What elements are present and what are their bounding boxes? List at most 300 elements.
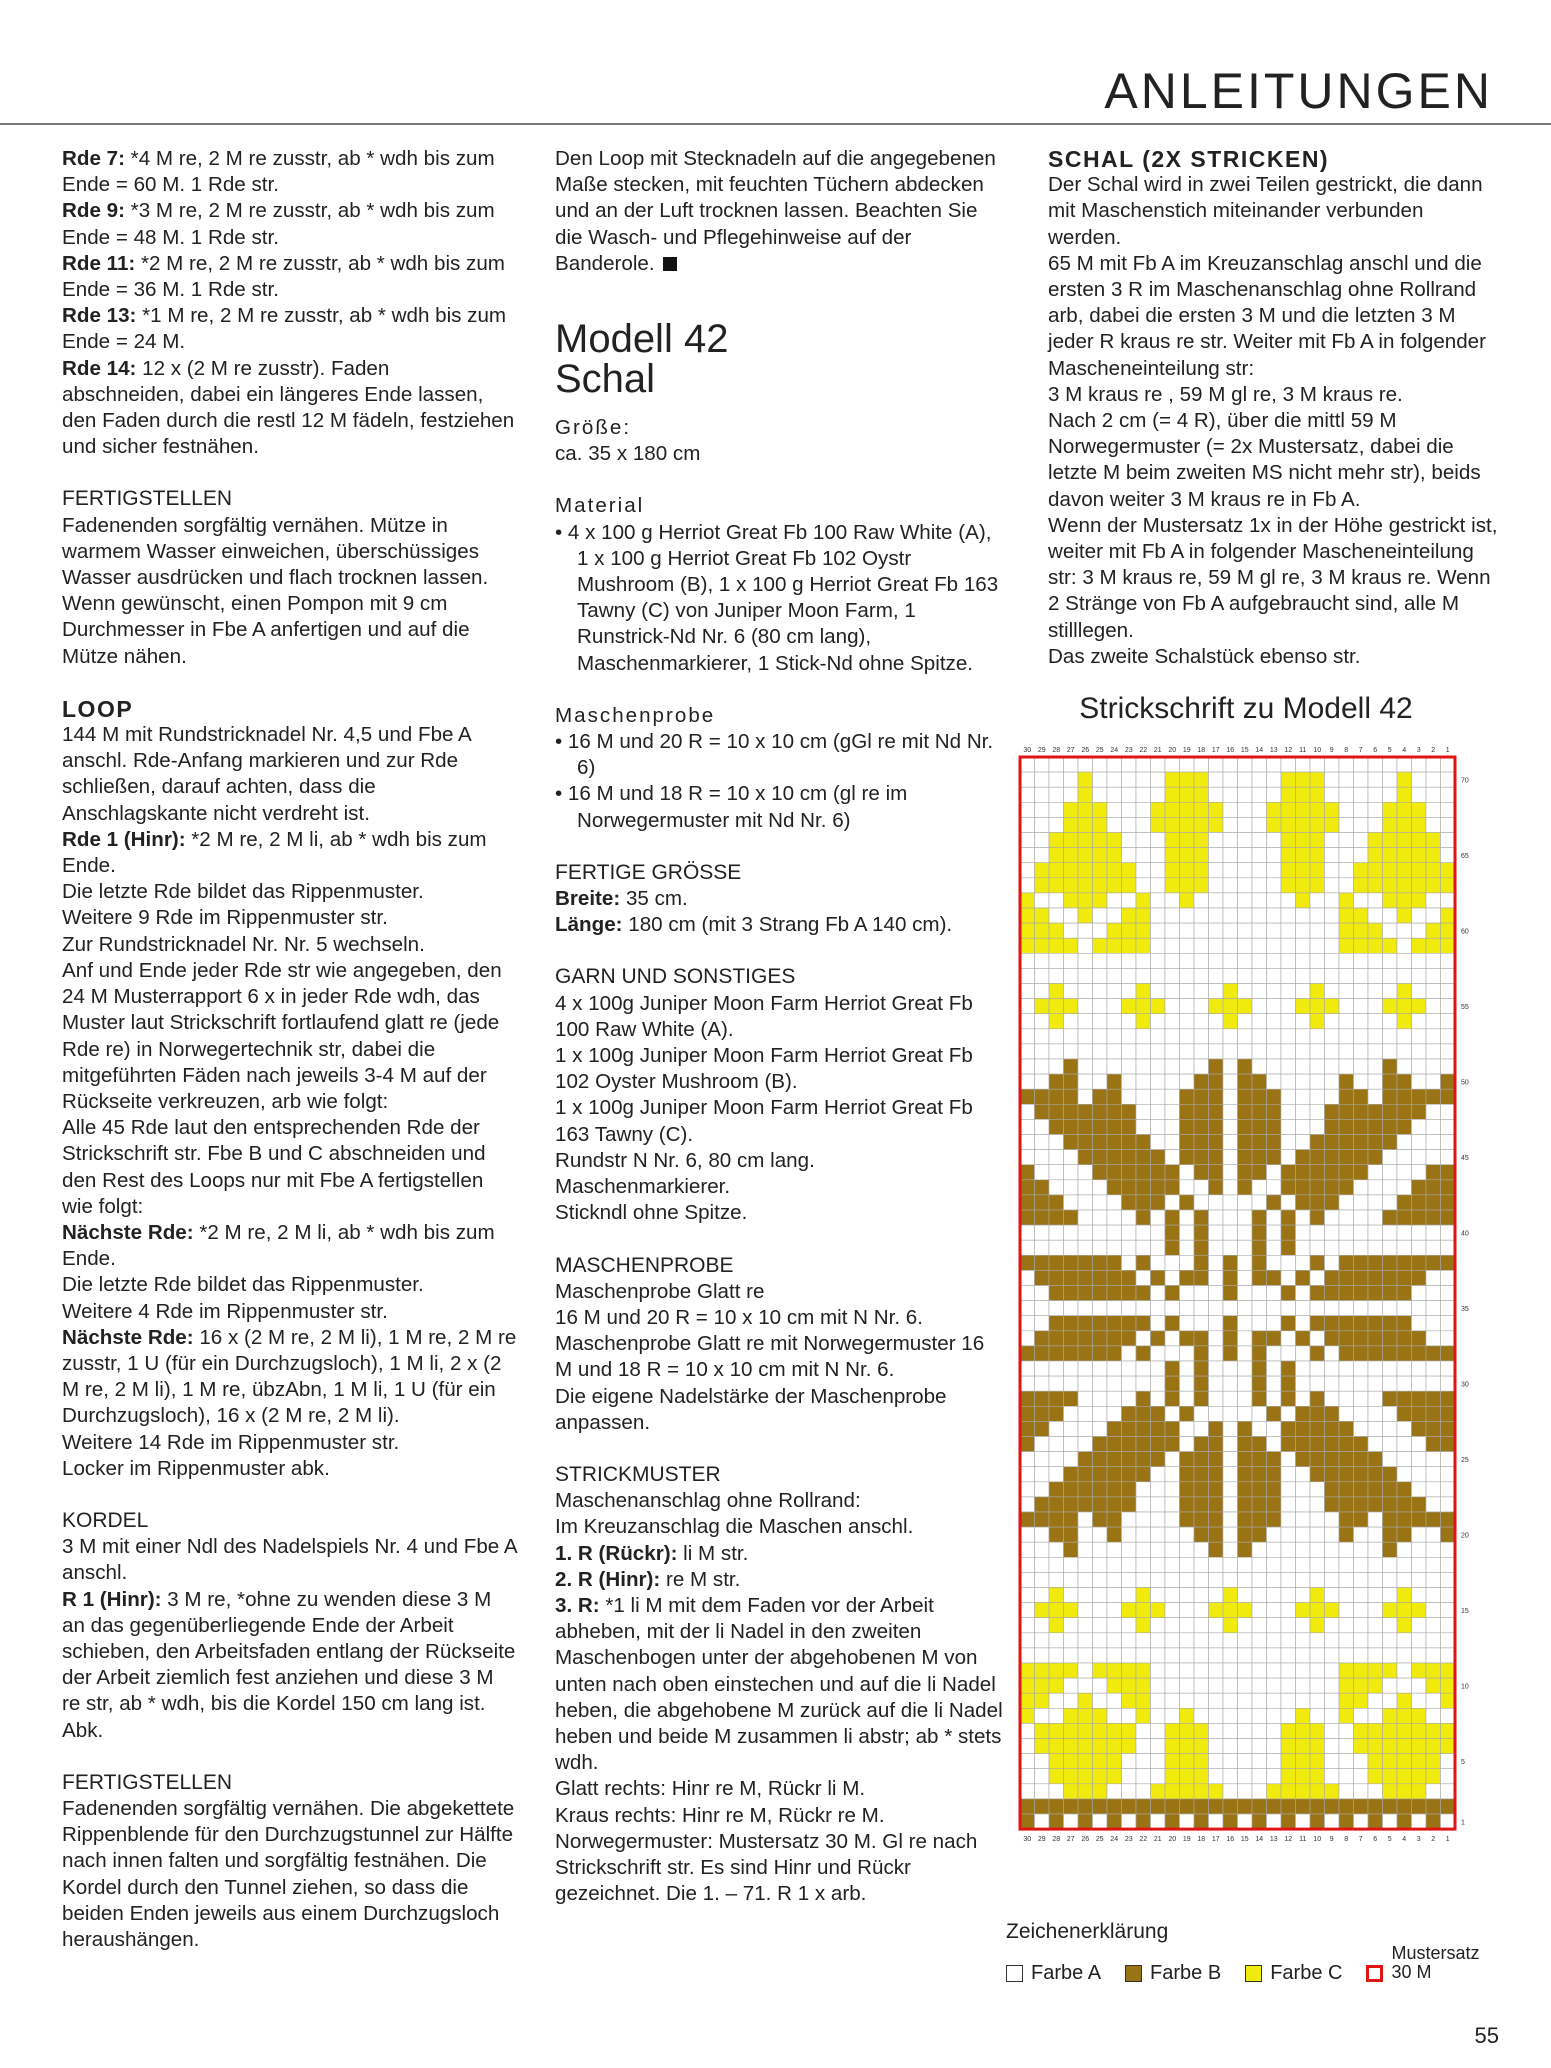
chart-stitch (1354, 848, 1369, 863)
chart-stitch (1093, 1044, 1108, 1059)
chart-stitch (1049, 1029, 1064, 1044)
chart-stitch (1267, 1059, 1282, 1074)
chart-stitch (1310, 1693, 1325, 1708)
chart-stitch (1354, 999, 1369, 1014)
chart-stitch (1397, 1331, 1412, 1346)
chart-stitch (1412, 1663, 1427, 1678)
chart-stitch (1136, 1769, 1151, 1784)
chart-stitch (1368, 1588, 1383, 1603)
chart-stitch (1238, 1361, 1253, 1376)
chart-stitch (1281, 1754, 1296, 1769)
chart-stitch (1368, 1633, 1383, 1648)
chart-stitch (1049, 1512, 1064, 1527)
chart-stitch (1354, 1512, 1369, 1527)
chart-stitch (1151, 1512, 1166, 1527)
chart-stitch (1310, 893, 1325, 908)
chart-stitch (1136, 817, 1151, 832)
chart-stitch (1383, 1074, 1398, 1089)
chart-stitch (1107, 1059, 1122, 1074)
chart-stitch (1223, 1693, 1238, 1708)
chart-stitch (1223, 1512, 1238, 1527)
chart-stitch (1194, 1270, 1209, 1285)
chart-stitch (1209, 1331, 1224, 1346)
chart-stitch (1209, 1512, 1224, 1527)
chart-stitch (1383, 1603, 1398, 1618)
chart-stitch (1223, 863, 1238, 878)
chart-stitch (1136, 833, 1151, 848)
chart-stitch (1339, 1557, 1354, 1572)
chart-stitch (1383, 1135, 1398, 1150)
chart-stitch (1426, 1799, 1441, 1814)
chart-stitch (1020, 878, 1035, 893)
chart-stitch (1238, 1150, 1253, 1165)
column-label-bottom: 2 (1431, 1836, 1436, 1844)
chart-stitch (1165, 1708, 1180, 1723)
instruction-label: Rde 1 (Hinr): (62, 827, 186, 851)
row-label: 35 (1461, 1306, 1469, 1314)
chart-stitch (1020, 1044, 1035, 1059)
chart-stitch (1383, 1497, 1398, 1512)
chart-stitch (1020, 1014, 1035, 1029)
chart-stitch (1354, 1331, 1369, 1346)
chart-stitch (1035, 848, 1050, 863)
body-text: 4 x 100g Juniper Moon Farm Herriot Great Fb 100 Raw White (A). (555, 991, 973, 1041)
chart-stitch (1354, 1437, 1369, 1452)
chart-stitch (1078, 1452, 1093, 1467)
chart-stitch (1325, 1301, 1340, 1316)
chart-stitch (1296, 1316, 1311, 1331)
chart-stitch (1107, 1482, 1122, 1497)
chart-stitch (1441, 863, 1456, 878)
chart-stitch (1194, 1633, 1209, 1648)
chart-stitch (1151, 802, 1166, 817)
instruction-paragraph (62, 1220, 517, 1272)
chart-stitch (1180, 1678, 1195, 1693)
chart-stitch (1281, 1014, 1296, 1029)
chart-stitch (1339, 1301, 1354, 1316)
chart-stitch (1049, 1754, 1064, 1769)
chart-stitch (1339, 1014, 1354, 1029)
instruction-paragraph (62, 198, 517, 250)
chart-stitch (1325, 757, 1340, 772)
chart-stitch (1441, 1331, 1456, 1346)
chart-stitch (1339, 1406, 1354, 1421)
chart-stitch (1209, 802, 1224, 817)
chart-stitch (1165, 1014, 1180, 1029)
chart-stitch (1383, 984, 1398, 999)
chart-stitch (1151, 772, 1166, 787)
column-label-bottom: 6 (1373, 1836, 1378, 1844)
chart-stitch (1325, 938, 1340, 953)
chart-stitch (1122, 1421, 1137, 1436)
chart-stitch (1412, 1814, 1427, 1829)
chart-stitch (1412, 893, 1427, 908)
chart-stitch (1223, 1603, 1238, 1618)
chart-stitch (1064, 1331, 1079, 1346)
chart-stitch (1151, 1482, 1166, 1497)
chart-stitch (1325, 1346, 1340, 1361)
chart-stitch (1426, 802, 1441, 817)
chart-stitch (1194, 968, 1209, 983)
chart-stitch (1354, 1150, 1369, 1165)
chart-stitch (1238, 1210, 1253, 1225)
chart-stitch (1296, 1059, 1311, 1074)
chart-stitch (1049, 1678, 1064, 1693)
chart-stitch (1281, 1588, 1296, 1603)
chart-stitch (1078, 938, 1093, 953)
chart-stitch (1122, 1527, 1137, 1542)
chart-stitch (1354, 1648, 1369, 1663)
chart-stitch (1078, 1316, 1093, 1331)
body-text: ca. 35 x 180 cm (555, 442, 701, 466)
chart-stitch (1107, 1588, 1122, 1603)
chart-stitch (1194, 1255, 1209, 1270)
chart-stitch (1209, 1663, 1224, 1678)
chart-stitch (1209, 1482, 1224, 1497)
chart-stitch (1252, 1784, 1267, 1799)
chart-stitch (1426, 938, 1441, 953)
chart-stitch (1397, 1663, 1412, 1678)
chart-stitch (1093, 1437, 1108, 1452)
chart-stitch (1035, 1663, 1050, 1678)
chart-stitch (1281, 1648, 1296, 1663)
chart-stitch (1412, 1240, 1427, 1255)
body-text: Das zweite Schalstück ebenso str. (1048, 644, 1361, 668)
chart-stitch (1151, 1119, 1166, 1134)
chart-stitch (1151, 787, 1166, 802)
chart-stitch (1122, 787, 1137, 802)
mustersatz-text: Mustersatz (1391, 1943, 1480, 1963)
chart-stitch (1049, 1044, 1064, 1059)
chart-stitch (1136, 1678, 1151, 1693)
instruction-label: Länge: (555, 913, 623, 937)
chart-stitch (1281, 1195, 1296, 1210)
chart-stitch (1151, 1074, 1166, 1089)
chart-stitch (1151, 1240, 1166, 1255)
chart-stitch (1310, 802, 1325, 817)
chart-stitch (1194, 863, 1209, 878)
chart-stitch (1180, 984, 1195, 999)
chart-stitch (1035, 1059, 1050, 1074)
chart-stitch (1020, 1104, 1035, 1119)
chart-stitch (1165, 1391, 1180, 1406)
chart-stitch (1078, 1572, 1093, 1587)
chart-stitch (1252, 817, 1267, 832)
chart-stitch (1078, 1059, 1093, 1074)
legend-item-farbe-a (1006, 1962, 1101, 1985)
chart-stitch (1397, 1119, 1412, 1134)
chart-stitch (1426, 787, 1441, 802)
chart-stitch (1165, 1482, 1180, 1497)
chart-stitch (1078, 968, 1093, 983)
chart-stitch (1107, 772, 1122, 787)
chart-stitch (1368, 908, 1383, 923)
chart-stitch (1049, 1588, 1064, 1603)
chart-stitch (1136, 1482, 1151, 1497)
chart-stitch (1209, 1739, 1224, 1754)
spacer (555, 467, 1005, 493)
chart-stitch (1151, 1799, 1166, 1814)
chart-stitch (1296, 848, 1311, 863)
chart-stitch (1180, 848, 1195, 863)
chart-stitch (1223, 1376, 1238, 1391)
chart-stitch (1238, 893, 1253, 908)
chart-stitch (1136, 1391, 1151, 1406)
chart-stitch (1151, 1014, 1166, 1029)
chart-stitch (1441, 1618, 1456, 1633)
chart-stitch (1122, 1437, 1137, 1452)
chart-stitch (1078, 1723, 1093, 1738)
chart-stitch (1151, 1618, 1166, 1633)
chart-stitch (1397, 1452, 1412, 1467)
chart-stitch (1383, 1255, 1398, 1270)
chart-stitch (1107, 787, 1122, 802)
chart-stitch (1412, 1119, 1427, 1134)
chart-stitch (1426, 1165, 1441, 1180)
chart-stitch (1383, 1361, 1398, 1376)
chart-stitch (1020, 908, 1035, 923)
chart-stitch (1107, 1029, 1122, 1044)
instruction-label: Rde 11: (62, 251, 136, 275)
chart-stitch (1093, 787, 1108, 802)
chart-stitch (1020, 1437, 1035, 1452)
chart-stitch (1180, 1225, 1195, 1240)
chart-stitch (1165, 1089, 1180, 1104)
chart-stitch (1412, 1376, 1427, 1391)
chart-stitch (1122, 1150, 1137, 1165)
chart-stitch (1223, 1437, 1238, 1452)
chart-stitch (1064, 1633, 1079, 1648)
chart-stitch (1252, 1135, 1267, 1150)
chart-stitch (1267, 1180, 1282, 1195)
column-label-top: 4 (1402, 747, 1407, 754)
chart-stitch (1107, 1527, 1122, 1542)
chart-stitch (1267, 984, 1282, 999)
chart-stitch (1383, 1723, 1398, 1738)
spacer (555, 1436, 1005, 1462)
chart-stitch (1035, 1135, 1050, 1150)
chart-stitch (1296, 1497, 1311, 1512)
chart-stitch (1194, 772, 1209, 787)
chart-stitch (1180, 878, 1195, 893)
chart-stitch (1093, 923, 1108, 938)
chart-stitch (1078, 772, 1093, 787)
chart-stitch (1151, 1255, 1166, 1270)
chart-stitch (1020, 984, 1035, 999)
chart-stitch (1020, 1029, 1035, 1044)
chart-stitch (1354, 1799, 1369, 1814)
column-left (62, 146, 517, 1953)
chart-stitch (1223, 1089, 1238, 1104)
chart-stitch (1180, 1512, 1195, 1527)
chart-stitch (1136, 1135, 1151, 1150)
chart-stitch (1049, 1255, 1064, 1270)
chart-stitch (1223, 1648, 1238, 1663)
chart-stitch (1093, 833, 1108, 848)
chart-stitch (1093, 1693, 1108, 1708)
chart-stitch (1165, 1150, 1180, 1165)
chart-stitch (1136, 878, 1151, 893)
chart-stitch (1180, 1361, 1195, 1376)
chart-stitch (1238, 1255, 1253, 1270)
chart-stitch (1078, 1693, 1093, 1708)
chart-stitch (1049, 984, 1064, 999)
chart-stitch (1093, 1210, 1108, 1225)
chart-stitch (1078, 1361, 1093, 1376)
chart-stitch (1281, 1618, 1296, 1633)
chart-stitch (1412, 984, 1427, 999)
chart-stitch (1151, 1557, 1166, 1572)
chart-stitch (1267, 878, 1282, 893)
body-text: Alle 45 Rde laut den entsprechenden Rde der Strickschrift str. Fbe B und C abschneiden und den Rest des Loops nur mit Fbe A fertigstellen wie folgt: (62, 1116, 486, 1218)
legend-item-farbe-b (1125, 1962, 1221, 1985)
chart-stitch (1151, 1497, 1166, 1512)
chart-stitch (1122, 938, 1137, 953)
instruction-text: *1 M re, 2 M re zusstr, ab * wdh bis zum Ende = 24 M. (62, 304, 507, 354)
chart-stitch (1122, 1648, 1137, 1663)
chart-stitch (1310, 1739, 1325, 1754)
chart-stitch (1209, 1588, 1224, 1603)
row-label: 5 (1461, 1759, 1465, 1767)
instruction-paragraph (62, 1587, 517, 1744)
chart-stitch (1325, 1603, 1340, 1618)
chart-stitch (1049, 1723, 1064, 1738)
chart-stitch (1209, 1270, 1224, 1285)
chart-stitch (1209, 1603, 1224, 1618)
chart-stitch (1049, 1572, 1064, 1587)
chart-stitch (1354, 1074, 1369, 1089)
chart-stitch (1180, 863, 1195, 878)
chart-stitch (1180, 1618, 1195, 1633)
chart-stitch (1223, 1799, 1238, 1814)
chart-stitch (1310, 1648, 1325, 1663)
chart-stitch (1339, 1195, 1354, 1210)
chart-stitch (1209, 1799, 1224, 1814)
chart-stitch (1238, 1437, 1253, 1452)
chart-stitch (1310, 1588, 1325, 1603)
chart-stitch (1180, 968, 1195, 983)
chart-stitch (1078, 1165, 1093, 1180)
chart-stitch (1368, 1270, 1383, 1285)
chart-stitch (1107, 923, 1122, 938)
chart-stitch (1136, 1044, 1151, 1059)
chart-stitch (1281, 1029, 1296, 1044)
chart-stitch (1383, 1633, 1398, 1648)
chart-stitch (1223, 1301, 1238, 1316)
chart-stitch (1078, 1633, 1093, 1648)
body-text: 16 M und 20 R = 10 x 10 cm mit N Nr. 6. (555, 1305, 923, 1329)
chart-stitch (1383, 1316, 1398, 1331)
chart-stitch (1426, 1482, 1441, 1497)
chart-stitch (1310, 787, 1325, 802)
chart-stitch (1267, 1286, 1282, 1301)
chart-stitch (1397, 1391, 1412, 1406)
body-text: Der Schal wird in zwei Teilen gestrickt, die dann mit Maschenstich miteinander verbunden werden. (1048, 173, 1483, 249)
body-text: Stickndl ohne Spitze. (555, 1201, 748, 1225)
chart-stitch (1426, 893, 1441, 908)
chart-stitch (1383, 1572, 1398, 1587)
chart-stitch (1064, 1769, 1079, 1784)
chart-stitch (1223, 1014, 1238, 1029)
section-heading: GARN UND SONSTIGES (555, 965, 796, 989)
chart-stitch (1412, 1678, 1427, 1693)
chart-stitch (1035, 1784, 1050, 1799)
chart-stitch (1020, 1346, 1035, 1361)
chart-stitch (1122, 757, 1137, 772)
chart-stitch (1020, 1512, 1035, 1527)
chart-stitch (1397, 1029, 1412, 1044)
chart-stitch (1223, 1754, 1238, 1769)
chart-stitch (1194, 1316, 1209, 1331)
chart-stitch (1252, 1104, 1267, 1119)
chart-stitch (1020, 1452, 1035, 1467)
chart-stitch (1426, 908, 1441, 923)
chart-stitch (1151, 1588, 1166, 1603)
chart-stitch (1136, 1648, 1151, 1663)
chart-stitch (1223, 1270, 1238, 1285)
chart-stitch (1296, 1542, 1311, 1557)
chart-stitch (1064, 817, 1079, 832)
chart-stitch (1441, 1119, 1456, 1134)
chart-stitch (1267, 1452, 1282, 1467)
chart-stitch (1049, 1618, 1064, 1633)
chart-stitch (1252, 1316, 1267, 1331)
chart-stitch (1368, 1391, 1383, 1406)
chart-stitch (1136, 908, 1151, 923)
instruction-text: re M str. (660, 1567, 741, 1591)
chart-stitch (1325, 817, 1340, 832)
chart-stitch (1035, 1074, 1050, 1089)
chart-stitch (1064, 1225, 1079, 1240)
chart-stitch (1049, 1467, 1064, 1482)
chart-stitch (1180, 1754, 1195, 1769)
chart-stitch (1412, 1708, 1427, 1723)
chart-stitch (1209, 1089, 1224, 1104)
chart-stitch (1194, 1482, 1209, 1497)
chart-stitch (1441, 757, 1456, 772)
chart-stitch (1281, 1361, 1296, 1376)
column-label-top: 26 (1081, 747, 1090, 754)
chart-stitch (1209, 1255, 1224, 1270)
chart-stitch (1354, 1693, 1369, 1708)
chart-stitch (1397, 1693, 1412, 1708)
chart-stitch (1194, 1678, 1209, 1693)
chart-stitch (1383, 1180, 1398, 1195)
chart-stitch (1441, 1210, 1456, 1225)
chart-stitch (1238, 848, 1253, 863)
chart-stitch (1223, 1557, 1238, 1572)
row-label: 70 (1461, 777, 1469, 785)
chart-stitch (1441, 1769, 1456, 1784)
chart-stitch (1339, 1693, 1354, 1708)
chart-stitch (1223, 1784, 1238, 1799)
chart-stitch (1412, 1059, 1427, 1074)
chart-stitch (1354, 1346, 1369, 1361)
chart-stitch (1093, 1074, 1108, 1089)
chart-stitch (1354, 984, 1369, 999)
chart-stitch (1049, 1437, 1064, 1452)
chart-stitch (1426, 1739, 1441, 1754)
chart-stitch (1122, 1482, 1137, 1497)
chart-stitch (1165, 1557, 1180, 1572)
chart-stitch (1383, 1014, 1398, 1029)
chart-stitch (1267, 1301, 1282, 1316)
chart-stitch (1383, 1059, 1398, 1074)
chart-stitch (1165, 802, 1180, 817)
chart-stitch (1020, 1406, 1035, 1421)
chart-stitch (1209, 1150, 1224, 1165)
chart-stitch (1165, 923, 1180, 938)
